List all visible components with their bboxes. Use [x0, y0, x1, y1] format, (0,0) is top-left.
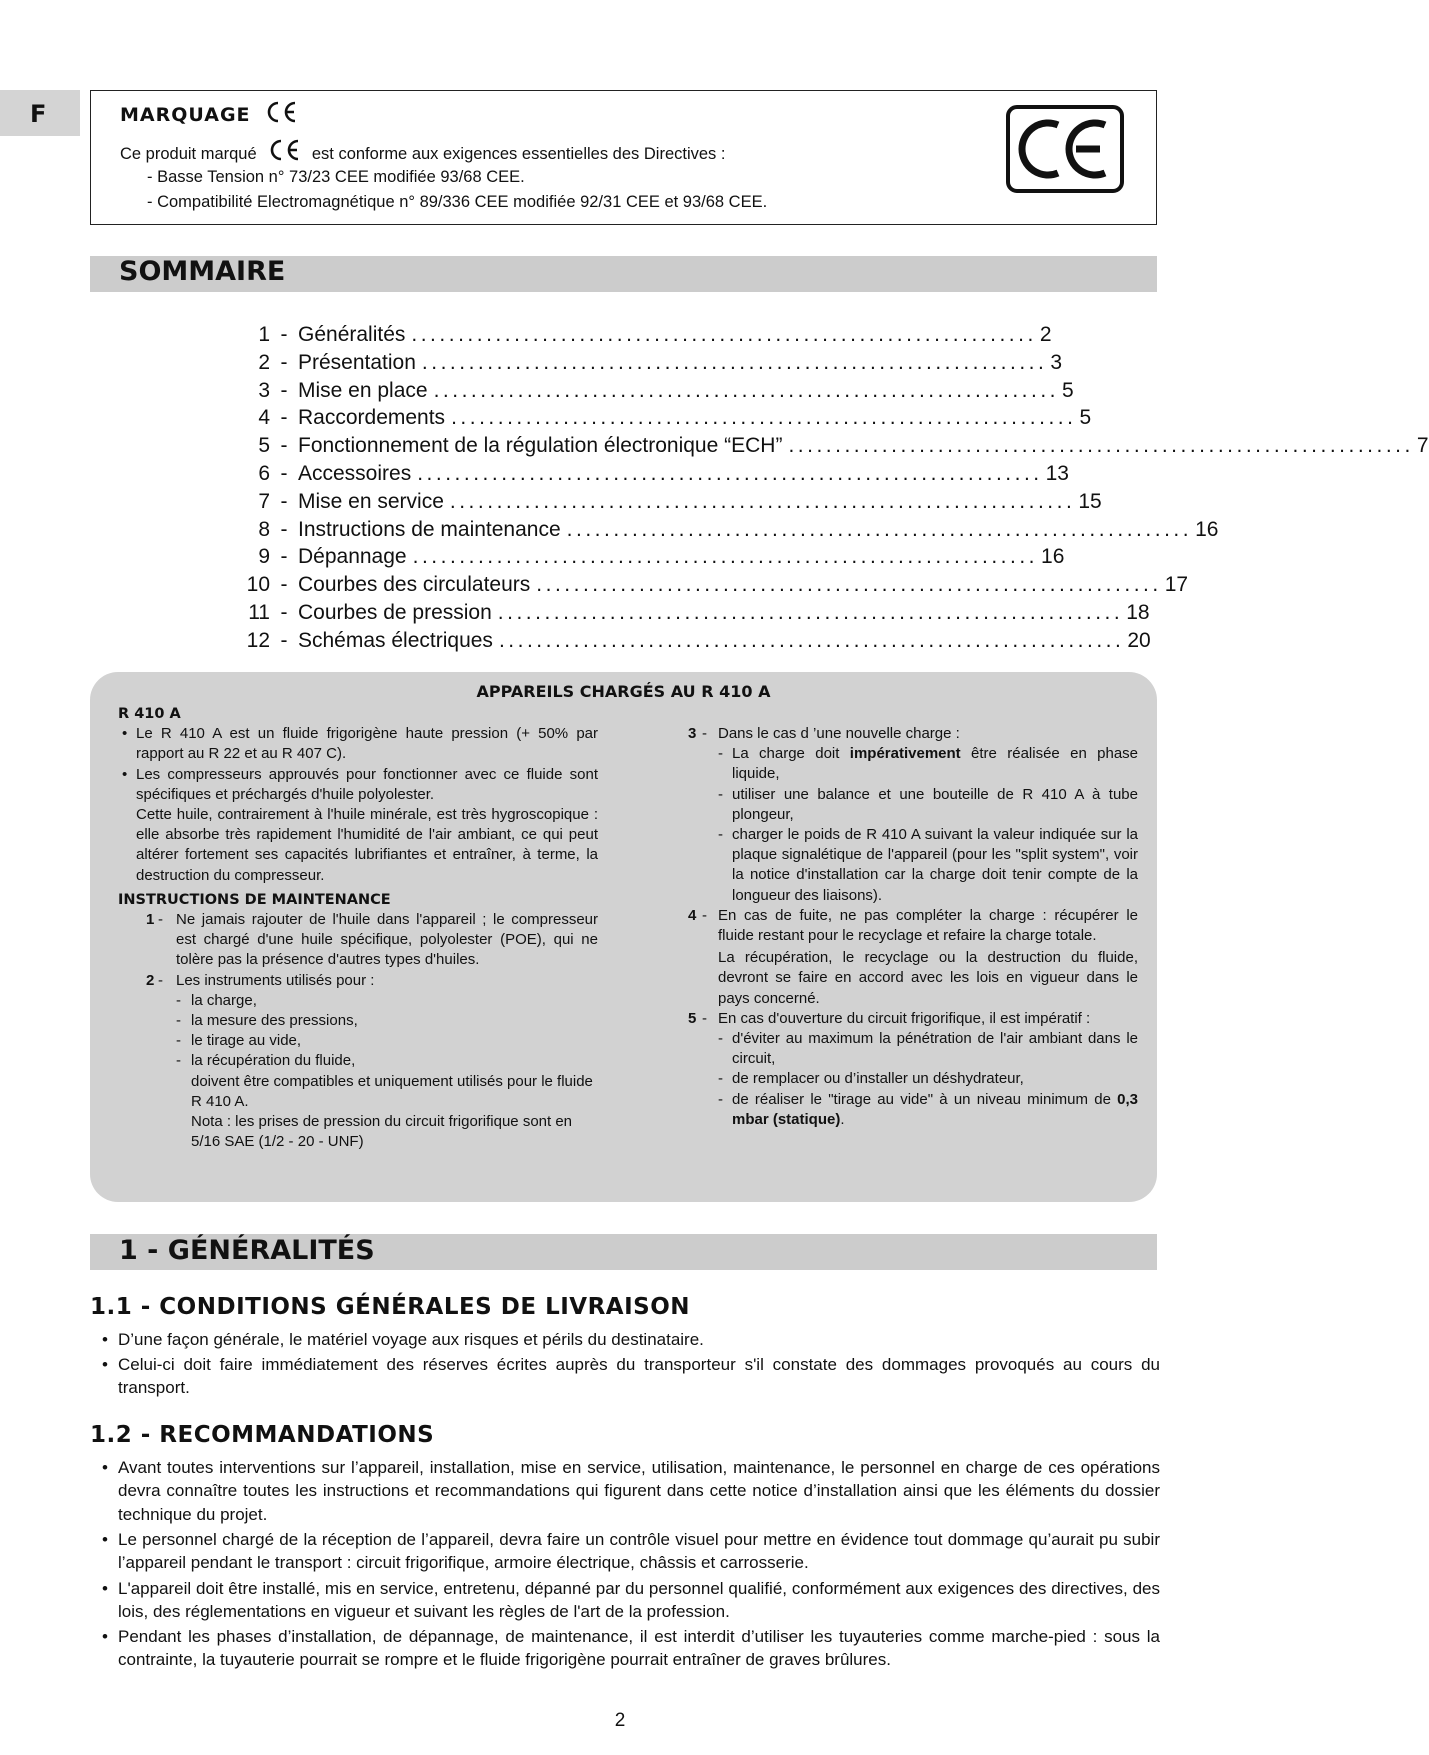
ce-marking-title: MARQUAGE [120, 101, 298, 126]
toc-row[interactable]: 6 - Accessoires ................................................................... 13 [238, 462, 983, 490]
toc-number: 12 [246, 628, 270, 652]
r410a-panel-title: APPAREILS CHARGÉS AU R 410 A [476, 682, 771, 701]
ce-mark-icon [267, 139, 301, 161]
toc-page: 7 [1416, 434, 1429, 458]
toc-number: 9 [258, 545, 270, 569]
toc-row[interactable]: 12 - Schémas électriques ................................................................... 20 [238, 629, 983, 657]
toc-number: 2 [258, 350, 270, 374]
toc-number: 11 [248, 600, 270, 624]
list-item: 3 - Dans le cas d ’une nouvelle charge : [688, 725, 960, 742]
list-item: 5 - En cas d'ouverture du circuit frigorifique, il est impératif : [688, 1009, 1091, 1027]
list-item: - la charge, [176, 991, 257, 1009]
ce-logo-icon [1006, 105, 1124, 193]
directive-item: - Compatibilité Electromagnétique n° 89/336 CEE modifiée 92/31 CEE et 93/68 CEE. [147, 193, 768, 211]
toc-row[interactable]: 2 - Présentation ................................................................... 3 [238, 351, 983, 379]
list-item: 1 - Ne jamais rajouter de l'huile dans l'appareil ; le compresseur est chargé d'une huile spécifique, polyolester (POE), qui ne tolère pas la présence d'autres types d'huiles. [146, 911, 598, 969]
r410a-heading: R 410 A [118, 706, 181, 722]
list-item: - La charge doit impérativement être réalisée en phase liquide, [718, 745, 1139, 783]
toc-number: 8 [258, 517, 270, 541]
list-item: 2 - Les instruments utilisés pour : [146, 971, 375, 989]
toc-number: 4 [258, 406, 270, 430]
r410a-left-column [118, 704, 598, 1152]
toc-row[interactable]: 3 - Mise en place ................................................................... 5 [238, 379, 983, 407]
list-item: - d'éviter au maximum la pénétration de l'air ambiant dans le circuit, [718, 1030, 1138, 1068]
list-item: - charger le poids de R 410 A suivant la valeur indiquée sur la plaque signalétique de l'appareil (pour les "split system", voir la notice d'installation car la charge doit tenir compte de la longueur des liaisons). [718, 826, 1138, 904]
directive-item: - Basse Tension n° 73/23 CEE modifiée 93/68 CEE. [147, 168, 525, 186]
toc-number: 5 [258, 434, 270, 458]
list-item: • Le personnel chargé de la réception de l’appareil, devra faire un contrôle visuel pour mettre en évidence tout dommage qu’aurait pu subir l’appareil pendant le transport : circuit frigorifique, armoire électrique, châssis et carrosserie. [102, 1530, 1160, 1573]
ce-mark-icon [264, 101, 298, 123]
toc-page: 17 [1164, 573, 1189, 597]
toc-row[interactable]: 8 - Instructions de maintenance ................................................................... 16 [238, 518, 983, 546]
list-item: - de réaliser le "tirage au vide" à un niveau minimum de 0,3 mbar (statique). [718, 1090, 1138, 1128]
toc-row[interactable]: 4 - Raccordements ................................................................... 5 [238, 406, 983, 434]
ce-conformity-line: Ce produit marqué est conforme aux exigences essentielles des Directives : [120, 139, 725, 164]
toc-number: 1 [258, 323, 270, 346]
list-item: • Les compresseurs approuvés pour fonctionner avec ce fluide sont spécifiques et préchargés d'huile polyolester. [122, 765, 598, 803]
section-1-2-title: 1.2 - RECOMMANDATIONS [90, 1422, 435, 1448]
ce-marking-box [90, 90, 1157, 225]
toc-row[interactable]: 5 - Fonctionnement de la régulation électronique “ECH” ................................................................... 7 [238, 434, 983, 462]
generalites-title: 1 - GÉNÉRALITÉS [119, 1235, 375, 1266]
list-item: • Celui-ci doit faire immédiatement des réserves écrites auprès du transporteur s'il constate des dommages provoqués au cours du transport. [102, 1355, 1160, 1398]
list-item: - le tirage au vide, [176, 1032, 302, 1050]
list-item: • D’une façon générale, le matériel voyage aux risques et périls du destinataire. [102, 1330, 704, 1349]
list-item: - utiliser une balance et une bouteille de R 410 A à tube plongeur, [718, 785, 1138, 823]
paragraph: La récupération, le recyclage ou la destruction du fluide, devront se faire en accord avec les lois en vigueur dans le pays concerné. [718, 949, 1138, 1007]
list-item: - la récupération du fluide, [176, 1052, 356, 1070]
toc-label: Dépannage [298, 545, 407, 569]
toc-page: 16 [1195, 517, 1219, 541]
sommaire-title: SOMMAIRE [119, 256, 286, 287]
toc-page: 3 [1050, 350, 1063, 374]
paragraph: Cette huile, contrairement à l'huile minérale, est très hygroscopique : elle absorbe très rapidement l'humidité de l'air ambiant, ce qui peut altérer fortement ses capacités lubrifiantes et entraîner, à terme, la destruction du compresseur. [136, 806, 598, 884]
toc-number: 10 [246, 573, 270, 597]
toc-label: Courbes des circulateurs [298, 573, 531, 597]
list-item: • L'appareil doit être installé, mis en service, entretenu, dépanné par du personnel qualifié, conformément aux exigences des directives, des lois, des réglementations en vigueur et suivant les règles de l'art de la profession. [102, 1579, 1160, 1622]
toc-label: Présentation [298, 350, 416, 374]
toc-row[interactable]: 1 - Généralités ................................................................... 2 [238, 323, 983, 351]
list-item: 4 - En cas de fuite, ne pas compléter la charge : récupérer le fluide restant pour le recyclage et refaire la charge totale. [688, 906, 1138, 945]
toc-row[interactable]: 10 - Courbes des circulateurs ................................................................... 17 [238, 573, 983, 601]
sommaire-header [90, 256, 1157, 292]
toc-page: 15 [1078, 489, 1102, 513]
table-of-contents [238, 323, 1429, 657]
list-item: • Pendant les phases d’installation, de dépannage, de maintenance, il est interdit d’utiliser les tuyauteries comme marche-pied : sous la contrainte, la tuyauterie pourrait se rompre et le fluide frigorigène pourrait entraîner de graves brûlures. [102, 1627, 1160, 1670]
paragraph: doivent être compatibles et uniquement utilisés pour le fluide R 410 A. [191, 1072, 593, 1110]
toc-label: Schémas électriques [298, 628, 493, 652]
list-item: - de remplacer ou d’installer un déshydrateur, [718, 1070, 1024, 1088]
toc-page: 20 [1127, 628, 1151, 652]
list-item: - la mesure des pressions, [176, 1012, 358, 1030]
toc-label: Mise en service [298, 489, 444, 513]
toc-page: 13 [1045, 461, 1069, 485]
r410a-right-column [688, 724, 1138, 1130]
section-1-1-title: 1.1 - CONDITIONS GÉNÉRALES DE LIVRAISON [90, 1294, 691, 1320]
toc-label: Instructions de maintenance [298, 517, 561, 541]
toc-row[interactable]: 11 - Courbes de pression ................................................................... 18 [238, 601, 983, 629]
toc-page: 2 [1039, 323, 1052, 346]
maintenance-heading: INSTRUCTIONS DE MAINTENANCE [118, 891, 391, 908]
toc-label: Courbes de pression [298, 600, 492, 624]
toc-number: 3 [258, 378, 270, 402]
toc-page: 18 [1126, 600, 1150, 624]
paragraph: Nota : les prises de pression du circuit frigorifique sont en 5/16 SAE (1/2 - 20 - UNF) [191, 1113, 573, 1151]
toc-page: 16 [1041, 545, 1065, 569]
toc-number: 6 [258, 461, 270, 485]
list-item: • Avant toutes interventions sur l’appareil, installation, mise en service, utilisation, maintenance, le personnel en charge de ces opérations devra connaître toutes les instructions et recommandations qui figurent dans cette notice d’installation ainsi que les éléments du dossier technique du projet. [102, 1458, 1160, 1524]
toc-row[interactable]: 7 - Mise en service ................................................................... 15 [238, 490, 983, 518]
page-number: 2 [614, 1710, 626, 1731]
r410a-panel [90, 672, 1157, 1202]
toc-label: Accessoires [298, 461, 412, 485]
toc-page: 5 [1062, 378, 1074, 402]
toc-label: Généralités [298, 323, 406, 346]
toc-row[interactable]: 9 - Dépannage ................................................................... 16 [238, 545, 983, 573]
toc-label: Fonctionnement de la régulation électronique “ECH” [298, 434, 783, 458]
language-tab: F [0, 90, 80, 136]
toc-page: 5 [1079, 406, 1092, 430]
generalites-header [90, 1234, 1157, 1270]
toc-number: 7 [258, 489, 270, 513]
toc-label: Raccordements [298, 406, 446, 430]
list-item: • Le R 410 A est un fluide frigorigène haute pression (+ 50% par rapport au R 22 et au R 407 C). [122, 725, 598, 763]
toc-label: Mise en place [298, 378, 428, 402]
